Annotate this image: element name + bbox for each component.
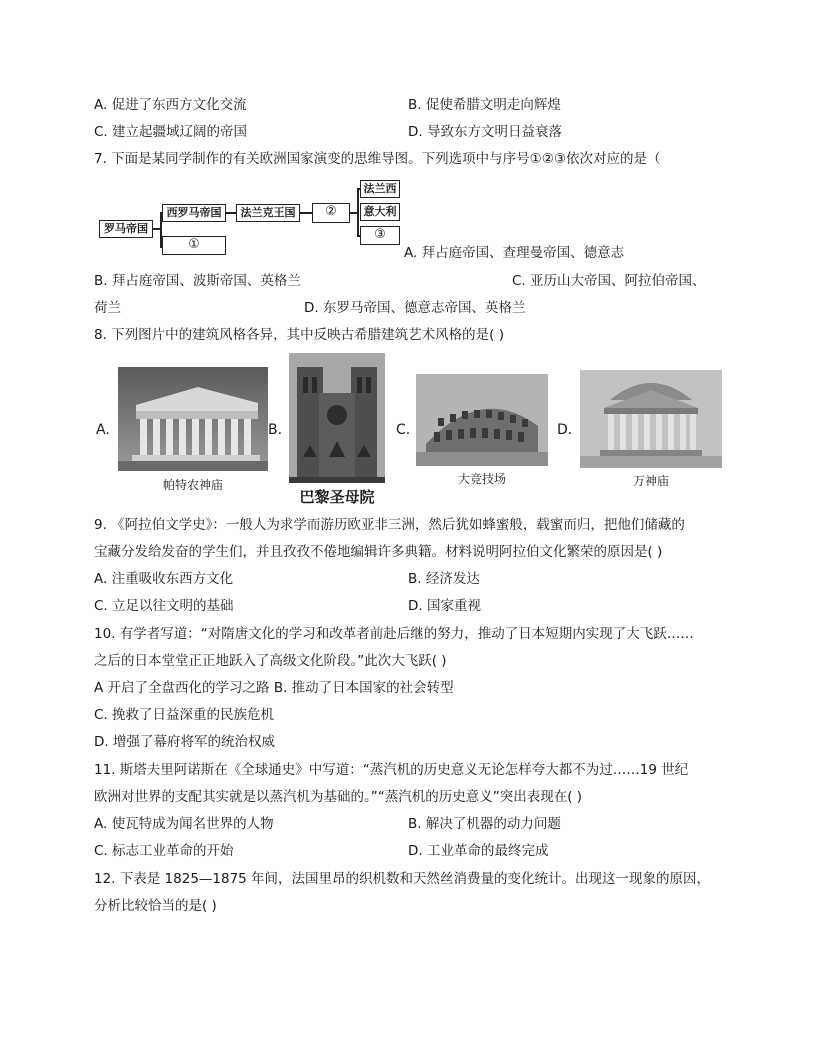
pantheon-photo [580, 370, 722, 468]
q6-option-c: C. 建立起疆域辽阔的帝国 [94, 124, 248, 140]
notre-dame-photo [289, 353, 385, 483]
mindmap-blank-3-box: ③ [360, 226, 400, 245]
q12-stem-line2: 分析比较恰当的是( ) [94, 898, 217, 914]
q8-option-c-letter: C. [396, 422, 411, 438]
mindmap-italy-box: 意大利 [360, 203, 400, 221]
q6-option-b: B. 促使希腊文明走向辉煌 [408, 97, 561, 113]
q10-option-c: C. 挽救了日益深重的民族危机 [94, 707, 275, 723]
q10-stem-line2: 之后的日本堂堂正正地跃入了高级文化阶段。”此次大飞跃( ) [94, 653, 447, 669]
q7-stem: 7. 下面是某同学制作的有关欧洲国家演变的思维导图。下列选项中与序号①②③依次对应的是（ [94, 151, 661, 167]
q6-option-a: A. 促进了东西方文化交流 [94, 97, 247, 113]
q8-caption-notre-dame: 巴黎圣母院 [299, 488, 375, 506]
q11-option-b: B. 解决了机器的动力问题 [408, 816, 561, 832]
mindmap-west-rome-box: 西罗马帝国 [162, 204, 226, 222]
q8-caption-colosseum: 大竞技场 [457, 472, 506, 486]
q8-stem: 8. 下列图片中的建筑风格各异，其中反映古希腊建筑艺术风格的是( ) [94, 327, 504, 343]
q10-option-ab: A 开启了全盘西化的学习之路 B. 推动了日本国家的社会转型 [94, 680, 454, 696]
mindmap-root-box: 罗马帝国 [99, 220, 153, 238]
q7-option-c-cont: 荷兰 [94, 300, 121, 316]
q9-stem-line2: 宝藏分发给发奋的学生们，并且孜孜不倦地编辑许多典籍。材料说明阿拉伯文化繁荣的原因是( ) [94, 544, 663, 560]
parthenon-photo [118, 367, 268, 471]
q11-stem-line1: 11. 斯塔夫里阿诺斯在《全球通史》中写道：“蒸汽机的历史意义无论怎样夸大都不为过……19 世纪 [94, 762, 689, 778]
q7-option-b: B. 拜占庭帝国、波斯帝国、英格兰 [94, 273, 301, 289]
q7-option-c: C. 亚历山大帝国、阿拉伯帝国、 [512, 273, 706, 289]
q7-option-d: D. 东罗马帝国、德意志帝国、英格兰 [304, 300, 526, 316]
q9-option-d: D. 国家重视 [408, 598, 481, 614]
q11-option-a: A. 使瓦特成为闻名世界的人物 [94, 816, 274, 832]
mindmap-blank-1-box: ① [162, 236, 226, 255]
q11-stem-line2: 欧洲对世界的支配其实就是以蒸汽机为基础的。”“蒸汽机的历史意义”突出表现在( ) [94, 789, 583, 805]
q9-option-a: A. 注重吸收东西方文化 [94, 571, 234, 587]
mindmap-frank-box: 法兰克王国 [236, 204, 300, 222]
q8-option-d-letter: D. [557, 422, 573, 438]
q11-option-d: D. 工业革命的最终完成 [408, 843, 549, 859]
q12-stem-line1: 12. 下表是 1825—1875 年间，法国里昂的织机数和天然丝消费量的变化统计。出现这一现象的原因， [94, 871, 711, 887]
q10-stem-line1: 10. 有学者写道：“对隋唐文化的学习和改革者前赴后继的努力，推动了日本短期内实现了大飞跃…… [94, 626, 694, 642]
q8-option-b-letter: B. [268, 422, 283, 438]
q8-option-a-letter: A. [96, 422, 110, 438]
q11-option-c: C. 标志工业革命的开始 [94, 843, 234, 859]
q8-caption-parthenon: 帕特农神庙 [162, 478, 223, 492]
q10-option-d: D. 增强了幕府将军的统治权威 [94, 734, 275, 750]
q9-stem-line1: 9. 《阿拉伯文学史》：一般人为求学而游历欧亚非三洲，然后犹如蜂蜜般，载蜜而归，把他们储藏的 [94, 517, 685, 533]
q6-option-d: D. 导致东方文明日益衰落 [408, 124, 562, 140]
mindmap-blank-2-box: ② [312, 203, 350, 223]
q9-option-b: B. 经济发达 [408, 571, 480, 587]
q8-caption-pantheon: 万神庙 [632, 474, 669, 488]
mindmap-france-box: 法兰西 [360, 180, 400, 198]
colosseum-photo [416, 374, 548, 466]
q9-option-c: C. 立足以往文明的基础 [94, 598, 234, 614]
q7-option-a: A. 拜占庭帝国、查理曼帝国、德意志 [404, 245, 625, 261]
